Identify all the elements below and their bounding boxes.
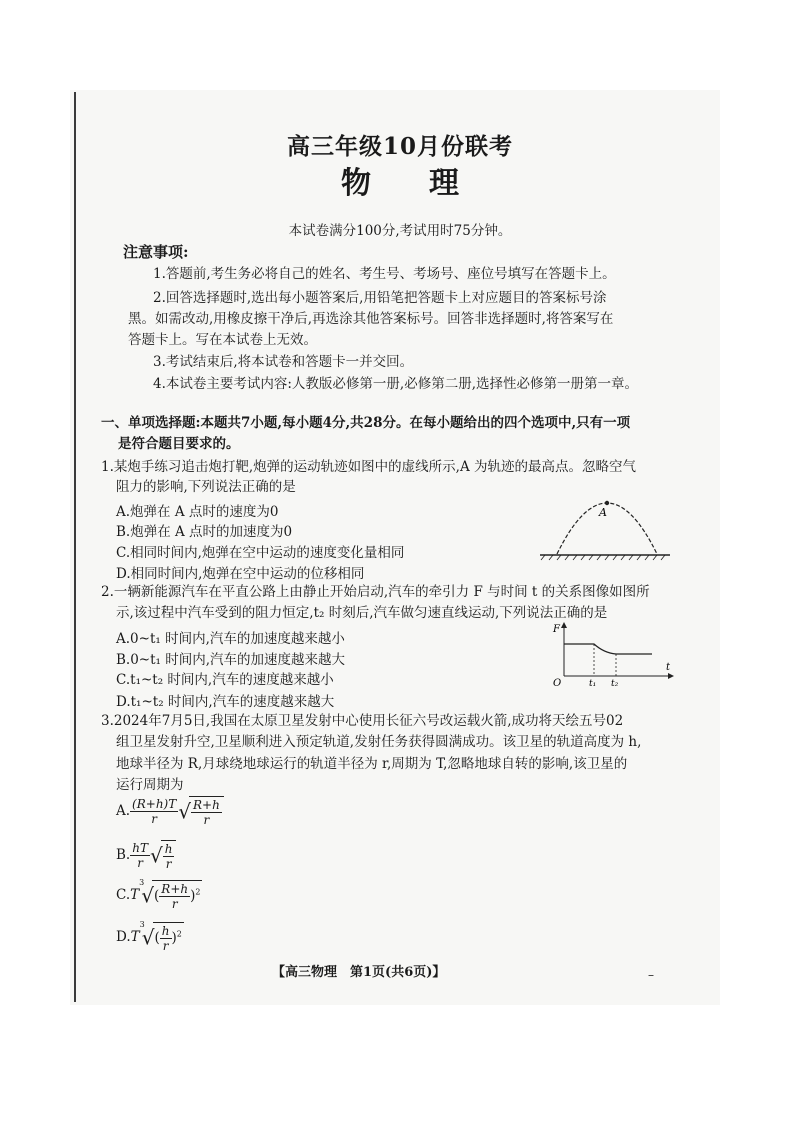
q2-stem-2: 示,该过程中汽车受到的阻力恒定,t₂ 时刻后,汽车做匀速直线运动,下列说法正确的是 <box>116 605 608 621</box>
notice-line-2c: 答题卡上。写在本试卷上无效。 <box>128 332 317 348</box>
point-a-label: A <box>599 506 607 519</box>
page-footer: 【高三物理 第1页(共6页)】 <box>272 965 446 980</box>
q2-option-a: A.0~t₁ 时间内,汽车的加速度越来越小 <box>116 631 345 647</box>
exam-title: 高三年级10月份联考 <box>286 133 513 160</box>
footer-mark: – <box>648 968 654 982</box>
exam-info: 本试卷满分100分,考试用时75分钟。 <box>288 223 512 239</box>
q1-option-d: D.相同时间内,炮弹在空中运动的位移相同 <box>116 566 365 582</box>
q3-option-d: $D.T^3√$( $\frac{h}{r}$ )$^2$ <box>116 920 182 953</box>
graph-y-label: F <box>553 624 560 635</box>
q1-option-b: B.炮弹在 A 点时的加速度为0 <box>116 524 293 540</box>
q2-option-d: D.t₁~t₂ 时间内,汽车的速度越来越大 <box>116 694 335 710</box>
graph-t2-label: t₂ <box>611 679 619 688</box>
q2-stem-1: 2.一辆新能源汽车在平直公路上由静止开始启动,汽车的牵引力 F 与时间 t 的关系图像如图所 <box>101 584 650 600</box>
q3-option-c: $C.T^3√$( $\frac{R+h}{r}$ )$^2$ <box>116 878 201 911</box>
trajectory-figure <box>535 490 675 565</box>
graph-t1-label: t₁ <box>589 679 597 688</box>
subject-title: 物理 <box>341 166 517 201</box>
graph-x-label: t <box>666 662 671 673</box>
q1-stem-1: 1.某炮手练习追击炮打靶,炮弹的运动轨迹如图中的虚线所示,A 为轨迹的最高点。忽略空气 <box>101 459 637 475</box>
q3-option-a: A. $\frac{(R+h)T}{r}$ √ $\frac{R+h}{r}$ <box>116 796 224 827</box>
force-time-graph <box>550 620 675 688</box>
q1-option-a: A.炮弹在 A 点时的速度为0 <box>116 504 279 520</box>
graph-origin: O <box>553 678 562 688</box>
q1-option-c: C.相同时间内,炮弹在空中运动的速度变化量相同 <box>116 545 405 561</box>
q2-option-c: C.t₁~t₂ 时间内,汽车的速度越来越小 <box>116 672 334 688</box>
q3-option-b: B. $\frac{hT}{r}$ √ $\frac{h}{r}$ <box>116 840 176 871</box>
section-heading-1: 一、单项选择题:本题共7小题,每小题4分,共28分。在每小题给出的四个选项中,只有一项 <box>101 415 631 431</box>
notice-line-1: 1.答题前,考生务必将自己的姓名、考生号、考场号、座位号填写在答题卡上。 <box>153 266 616 282</box>
section-heading-2: 是符合题目要求的。 <box>118 436 240 452</box>
q3-stem-2: 组卫星发射升空,卫星顺利进入预定轨道,发射任务获得圆满成功。该卫星的轨道高度为 h, <box>116 734 642 750</box>
q1-stem-2: 阻力的影响,下列说法正确的是 <box>116 479 296 495</box>
notice-line-2a: 2.回答选择题时,选出每小题答案后,用铅笔把答题卡上对应题目的答案标号涂 <box>153 290 607 306</box>
notice-line-4: 4.本试卷主要考试内容:人教版必修第一册,必修第二册,选择性必修第一册第一章。 <box>153 376 639 392</box>
q3-stem-1: 3.2024年7月5日,我国在太原卫星发射中心使用长征六号改运载火箭,成功将天绘五号02 <box>101 713 624 729</box>
q3-stem-4: 运行周期为 <box>116 777 184 793</box>
notice-line-2b: 黑。如需改动,用橡皮擦干净后,再选涂其他答案标号。回答非选择题时,将答案写在 <box>128 311 614 327</box>
q2-option-b: B.0~t₁ 时间内,汽车的加速度越来越大 <box>116 652 346 668</box>
q3-stem-3: 地球半径为 R,月球绕地球运行的轨道半径为 r,周期为 T,忽略地球自转的影响,该卫星的 <box>116 756 628 772</box>
notice-line-3: 3.考试结束后,将本试卷和答题卡一并交回。 <box>153 354 414 370</box>
notice-heading: 注意事项: <box>123 243 189 261</box>
